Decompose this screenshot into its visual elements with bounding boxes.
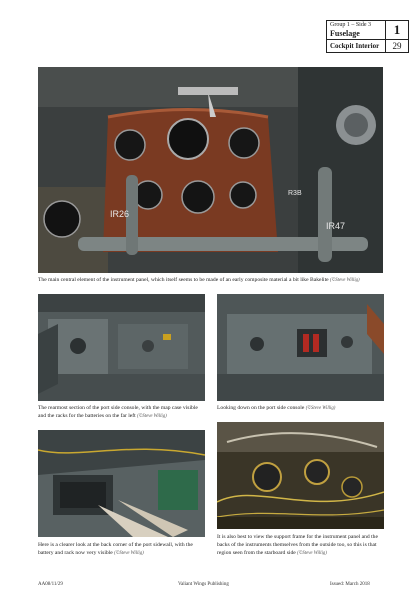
port-console-rear-photo <box>38 294 205 401</box>
photo-2-credit: (©Steve Willig) <box>137 414 167 420</box>
photo-2-caption: The rearmost section of the port side console, with the map case visible and the racks for the batteries on the far left (©Steve Willig) <box>38 405 198 420</box>
photo-3-credit: (©Steve Willig) <box>305 406 336 411</box>
photo-4-caption: Here is a clearer look at the back corner of the port sidewall, with the battery and rack now very visible (©Steve Willig) <box>38 542 193 557</box>
stencil-ir47: IR47 <box>326 221 346 231</box>
section-title: Fuselage <box>330 28 360 38</box>
section-number: 1 <box>393 22 401 38</box>
photo-5-caption: It is also best to view the support frame for the instrument panel and the backs of the instruments themselves from the outside too, so this is that region seen from the starboard side (©Steve Willig) <box>217 534 378 557</box>
photo-1-caption: The main central element of the instrument panel, which itself seems to be made of an early composite material a bit like Bakelite (©Steve Willig) <box>38 277 360 283</box>
subsection-title: Cockpit Interior <box>327 40 386 52</box>
stencil-ir26: IR26 <box>110 209 130 219</box>
panel-support-frame-photo <box>217 422 384 529</box>
port-console-topdown-photo <box>217 294 384 401</box>
stencil-r3b: R3B <box>288 190 302 197</box>
photo-4-credit: (©Steve Willig) <box>114 551 144 557</box>
group-label: Group 1 – Side 3 <box>330 22 371 28</box>
port-sidewall-corner-photo <box>38 430 205 537</box>
photo-1-credit: (©Steve Willig) <box>330 278 360 283</box>
photo-3-caption: Looking down on the port side console (©Steve Willig) <box>217 405 336 411</box>
section-header-box <box>326 20 409 53</box>
instrument-panel-photo <box>38 67 383 273</box>
section-header-titles <box>327 21 386 39</box>
footer-issue-date: Issued: March 2018 <box>330 582 370 587</box>
footer-publisher: Valiant Wings Publishing <box>178 582 229 587</box>
page-number: 29 <box>392 41 402 52</box>
photo-5-credit: (©Steve Willig) <box>297 551 327 557</box>
footer-document-code: AA08/11/29 <box>38 582 63 587</box>
